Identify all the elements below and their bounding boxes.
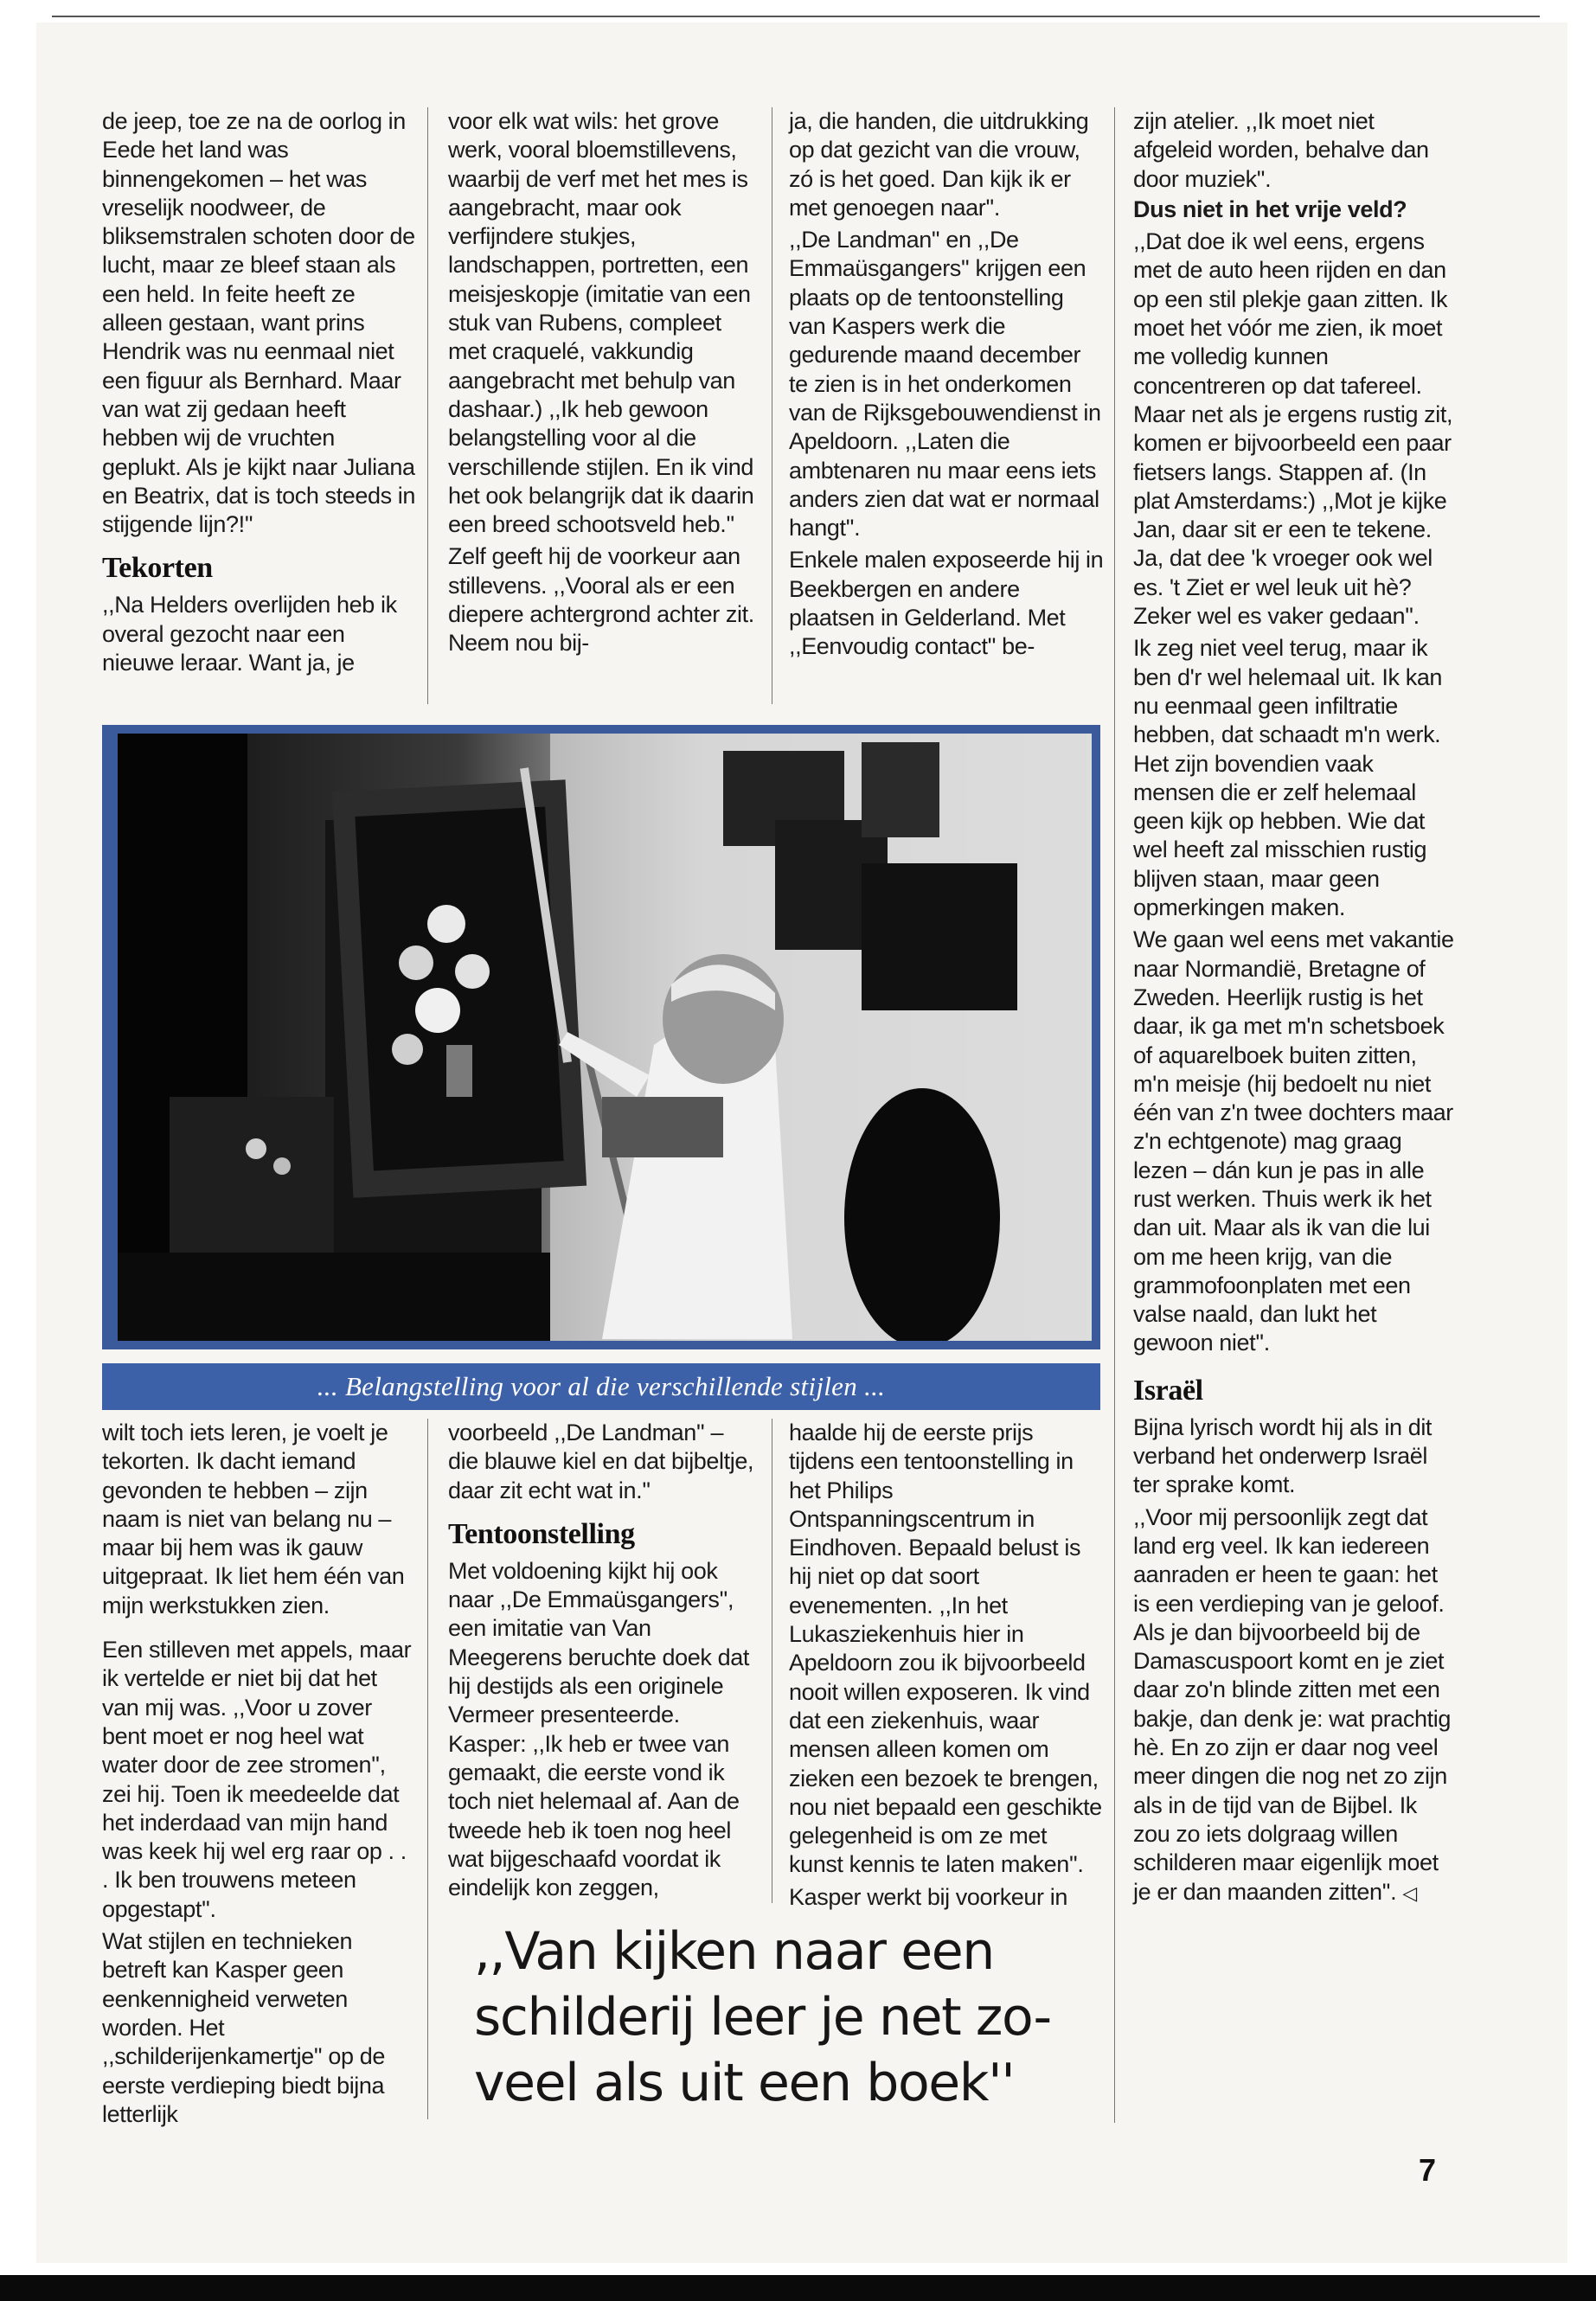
column-divider — [1114, 107, 1115, 2123]
photo-frame — [102, 725, 1100, 1349]
paragraph: Wat stijlen en technieken betreft kan Kasper geen eenkennigheid verweten worden. Het ,,schilderijenkamertje'' op de eerste verdieping biedt bijna letterlijk — [102, 1928, 385, 2127]
end-mark-icon: ◁ — [1402, 1882, 1417, 1905]
pull-quote — [474, 1919, 1097, 2116]
paragraph: Bijna lyrisch wordt hij als in dit verband het onderwerp Israël ter sprake komt. — [1133, 1413, 1433, 1498]
paragraph: ,,Dat doe ik wel eens, ergens met de auto heen rijden en dan op een stil plekje gaan zitten. Ik moet het vóór me zien, ik moet me volledig kunnen concentreren op dat tafereel. Maar net als je ergens rustig zit, komen er bijvoorbeeld een paar fietsers langs. Stappen af. (In plat Amsterdams:) ,,Mot je kijke Jan, daar sit er een te tekene. Ja, dat dee 'k vroeger ook wel es. 't Ziet er wel leuk uit hè? Zeker wel es vaker gedaan''. — [1133, 228, 1453, 630]
column-4 — [1133, 107, 1455, 1908]
paragraph: haalde hij de eerste prijs tijdens een tentoonstelling in het Philips Ontspanningscentrum in Eindhoven. Bepaald belust is hij niet op dat soort evenementen. ,,In het Lukasziekenhuis hier in Apeldoorn zou ik bijvoorbeeld nooit willen exposeren. Ik vind dat een ziekenhuis, waar mensen alleen komen om zieken een bezoek te brengen, nou niet bepaald een geschikte gelegenheid is om ze met kunst kennis te laten maken''. — [789, 1420, 1102, 1878]
paragraph-text: ,,Voor mij persoonlijk zegt dat land erg veel. Ik kan iedereen aanraden er heen te gaan: het is een verdieping van je geloof. Als je dan bijvoorbeeld bij de Damascuspoort komt en je ziet daar zo'n blinde zitten met een bakje, dan denk je: wat prachtig hè. En zo zijn er daar nog veel meer dingen die nog net zo zijn als in de tijd van de Bijbel. Ik zou zo iets dolgraag willen schilderen maar eigenlijk moet je er dan maanden zitten''. — [1133, 1503, 1451, 1905]
paragraph: voorbeeld ,,De Landman'' – die blauwe kiel en dat bijbeltje, daar zit echt wat in.'' — [448, 1420, 754, 1503]
paragraph: Een stilleven met appels, maar ik vertelde er niet bij dat het van mij was. ,,Voor u zover bent moet er nog heel wat water door de zee stromen'', zei hij. Toen ik meedeelde dat het inderdaad van mijn hand was keek hij wel erg raar op . . . Ik ben trouwens meteen opgestapt''. — [102, 1637, 412, 1922]
column-2-bottom — [448, 1419, 760, 1902]
paragraph: wilt toch iets leren, je voelt je tekorten. Ik dacht iemand gevonden te hebben – zijn naam is niet van belang nu – maar bij hem was ik gauw uitgepraat. Ik liet hem één van mijn werkstukken zien. — [102, 1420, 405, 1618]
bottom-scan-edge — [0, 2275, 1596, 2301]
heading-tekorten: Tekorten — [102, 552, 213, 585]
top-rule — [52, 16, 1540, 17]
photo-painter-at-easel — [118, 734, 1092, 1341]
paragraph: ,,Na Helders overlijden heb ik overal gezocht naar een nieuwe leraar. Want ja, je — [102, 592, 397, 676]
paragraph: zijn atelier. ,,Ik moet niet afgeleid worden, behalve dan door muziek''. — [1133, 108, 1429, 192]
heading-israel: Israël — [1133, 1374, 1203, 1407]
paragraph: Kasper werkt bij voorkeur in — [789, 1883, 1067, 1910]
column-divider — [427, 107, 428, 704]
column-3-bottom — [789, 1419, 1104, 1912]
column-divider — [427, 1419, 428, 2119]
paragraph — [1133, 1503, 1455, 1908]
column-2-top — [448, 107, 760, 658]
paragraph: voor elk wat wils: het grove werk, vooral bloemstillevens, waarbij de verf met het mes is aangebracht, maar ook verfijndere stukjes, landschappen, portretten, een meisjeskopje (imitatie van een stuk van Rubens, compleet met craquelé, vakkundig aangebracht met behulp van dashaar.) ,,Ik heb gewoon belangstelling voor al die verschillende stijlen. En ik vind het ook belangrijk dat ik daarin een breed schootsveld heb.'' — [448, 108, 754, 538]
paragraph: We gaan wel eens met vakantie naar Normandië, Bretagne of Zweden. Heerlijk rustig is het daar, ik ga met m'n schetsboek of aquarelboek buiten zitten, m'n meisje (hij bedoelt nu niet één van z'n twee dochters maar z'n echtgenote) mag graag lezen – dán kun je pas in alle rust werken. Thuis werk ik het dan uit. Maar als ik van die lui om me heen krijg, van die grammofoonplaten met een valse naald, dan lukt het gewoon niet''. — [1133, 926, 1454, 1356]
paragraph: ja, die handen, die uitdrukking op dat gezicht van die vrouw, zó is het goed. Dan kijk ik er met genoegen naar''. — [789, 108, 1089, 221]
paragraph: Enkele malen exposeerde hij in Beekbergen en andere plaatsen in Gelderland. Met ,,Eenvoudig contact'' be- — [789, 547, 1104, 660]
paragraph: de jeep, toe ze na de oorlog in Eede het land was binnengekomen – het was vreselijk noodweer, de bliksemstralen schoten door de lucht, maar ze bleef staan als een held. In feite heeft ze alleen gestaan, want prins Hendrik was nu eenmaal niet een figuur als Bernhard. Maar van wat zij gedaan heeft hebben wij de vruchten geplukt. Als je kijkt naar Juliana en Beatrix, dat is toch steeds in stijgende lijn?!'' — [102, 108, 416, 538]
heading-tentoonstelling: Tentoonstelling — [448, 1517, 635, 1550]
pull-quote-line: ,,Van kijken naar een — [474, 1921, 994, 1982]
pull-quote-line: schilderij leer je net zo- — [474, 1987, 1051, 2048]
column-1-bottom — [102, 1419, 415, 2129]
column-3-top — [789, 107, 1104, 662]
paragraph: Zelf geeft hij de voorkeur aan stillevens. ,,Vooral als er een diepere achtergrond achter zit. Neem nou bij- — [448, 543, 754, 657]
paragraph: Ik zeg niet veel terug, maar ik ben d'r wel helemaal uit. Ik kan nu eenmaal geen infiltratie hebben, dat schaadt m'n werk. Het zijn bovendien vaak mensen die er zelf helemaal geen kijk op hebben. Wie dat wel heeft zal misschien rustig blijven staan, maar geen opmerkingen maken. — [1133, 635, 1443, 921]
column-1-top — [102, 107, 415, 677]
paragraph: ,,De Landman'' en ,,De Emmaüsgangers'' krijgen een plaats op de tentoonstelling van Kaspers werk die gedurende maand december te zien is in het onderkomen van de Rijksgebouwendienst in Apeldoorn. ,,Laten die ambtenaren nu maar eens iets anders zien dat wat er normaal hangt''. — [789, 227, 1101, 542]
photo-caption: ... Belangstelling voor al die verschillende stijlen ... — [102, 1363, 1100, 1410]
subheading-vrije-veld: Dus niet in het vrije veld? — [1133, 195, 1407, 222]
pull-quote-line: veel als uit een boek'' — [474, 2053, 1015, 2113]
page-number: 7 — [1419, 2152, 1437, 2188]
paragraph: Met voldoening kijkt hij ook naar ,,De Emmaüsgangers'', een imitatie van Van Meegerens beruchte doek dat hij destijds als een originele Vermeer presenteerde. Kasper: ,,Ik heb er twee van gemaakt, die eerste vond ik toch niet helemaal af. Aan de tweede heb ik toen nog heel wat bijgeschaafd voordat ik eindelijk kon zeggen, — [448, 1557, 749, 1901]
